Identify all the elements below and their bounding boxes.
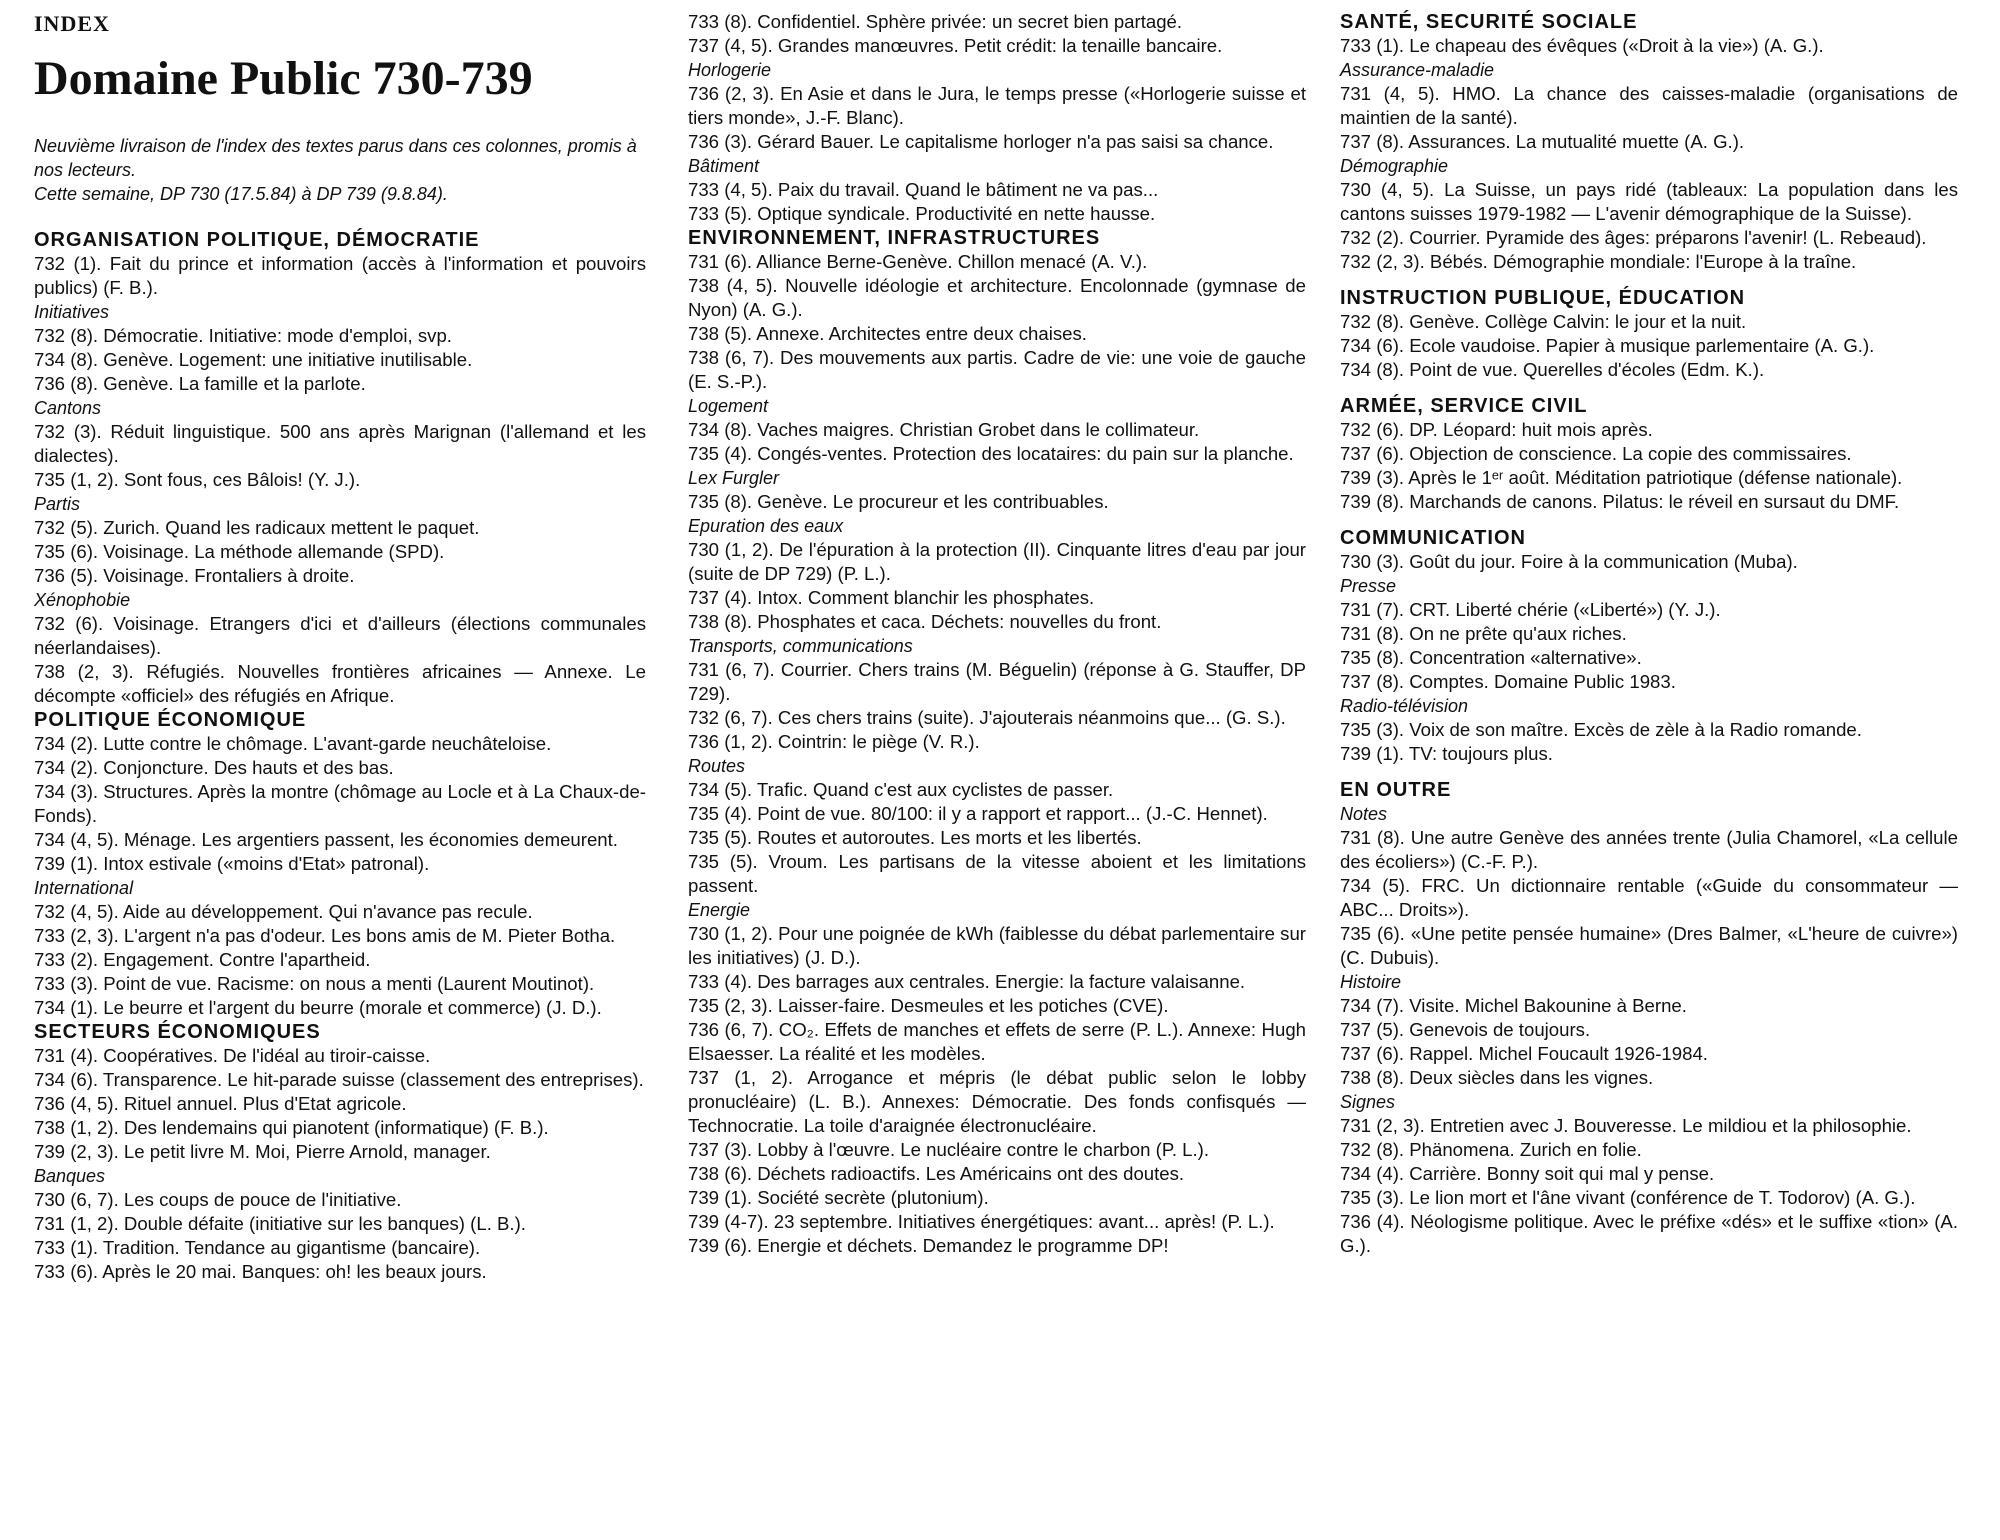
index-entry: 731 (7). CRT. Liberté chérie («Liberté») (Y. J.). <box>1340 599 1721 620</box>
index-entry: 733 (4). Des barrages aux centrales. Energie: la facture valaisanne. <box>688 971 1246 992</box>
index-entry: 730 (3). Goût du jour. Foire à la communication (Muba). <box>1340 551 1798 572</box>
section-heading: INSTRUCTION PUBLIQUE, ÉDUCATION <box>1340 287 1746 309</box>
index-entry: 733 (2, 3). L'argent n'a pas d'odeur. Les bons amis de M. Pieter Botha. <box>34 925 616 946</box>
subsection-heading: Banques <box>34 1166 106 1186</box>
index-entry: 735 (1, 2). Sont fous, ces Bâlois! (Y. J.). <box>34 469 361 490</box>
index-entry: 733 (1). Tradition. Tendance au gigantisme (bancaire). <box>34 1237 481 1258</box>
index-entry: 734 (5). Trafic. Quand c'est aux cyclistes de passer. <box>688 779 1114 800</box>
subsection-heading: Presse <box>1340 576 1397 596</box>
index-entry: 738 (2, 3). Réfugiés. Nouvelles frontières africaines — Annexe. Le décompte «officiel» des réfugiés en Afrique. <box>34 661 646 706</box>
index-entry: 737 (4, 5). Grandes manœuvres. Petit crédit: la tenaille bancaire. <box>688 35 1223 56</box>
index-entry: 734 (8). Genève. Logement: une initiative inutilisable. <box>34 349 473 370</box>
intro-line-1: Neuvième livraison de l'index des textes parus dans ces colonnes, promis à nos lecteurs. <box>34 136 637 180</box>
index-entry: 732 (5). Zurich. Quand les radicaux mettent le paquet. <box>34 517 480 538</box>
subsection-heading: Logement <box>688 396 769 416</box>
subsection-heading: Epuration des eaux <box>688 516 844 536</box>
page-title: Domaine Public 730-739 <box>34 52 533 105</box>
index-entry: 734 (5). FRC. Un dictionnaire rentable («Guide du consommateur — ABC... Droits»). <box>1340 875 1958 920</box>
section-heading: ARMÉE, SERVICE CIVIL <box>1340 395 1588 417</box>
index-entry: 731 (6, 7). Courrier. Chers trains (M. Béguelin) (réponse à G. Stauffer, DP 729). <box>688 659 1306 704</box>
index-entry: 733 (4, 5). Paix du travail. Quand le bâtiment ne va pas... <box>688 179 1159 200</box>
index-entry: 736 (4). Néologisme politique. Avec le préfixe «dés» et le suffixe «tion» (A. G.). <box>1340 1211 1958 1256</box>
index-entry: 735 (6). Voisinage. La méthode allemande (SPD). <box>34 541 445 562</box>
index-entry: 734 (8). Vaches maigres. Christian Grobet dans le collimateur. <box>688 419 1200 440</box>
section-heading: COMMUNICATION <box>1340 527 1526 549</box>
index-entry: 736 (4, 5). Rituel annuel. Plus d'Etat agricole. <box>34 1093 407 1114</box>
index-entry: 739 (2, 3). Le petit livre M. Moi, Pierre Arnold, manager. <box>34 1141 491 1162</box>
index-entry: 734 (7). Visite. Michel Bakounine à Berne. <box>1340 995 1687 1016</box>
index-entry: 739 (3). Après le 1ᵉʳ août. Méditation patriotique (défense nationale). <box>1340 467 1903 488</box>
index-entry: 732 (4, 5). Aide au développement. Qui n'avance pas recule. <box>34 901 533 922</box>
index-entry: 731 (2, 3). Entretien avec J. Bouveresse. Le mildiou et la philosophie. <box>1340 1115 1912 1136</box>
subsection-heading: Notes <box>1340 804 1388 824</box>
index-entry: 738 (5). Annexe. Architectes entre deux chaises. <box>688 323 1087 344</box>
index-entry: 735 (3). Le lion mort et l'âne vivant (conférence de T. Todorov) (A. G.). <box>1340 1187 1916 1208</box>
subsection-heading: International <box>34 878 134 898</box>
section-heading: ENVIRONNEMENT, INFRASTRUCTURES <box>688 227 1101 249</box>
section-label: INDEX <box>34 11 110 36</box>
column-1 <box>34 10 646 1284</box>
subsection-heading: Partis <box>34 494 81 514</box>
section-heading: ORGANISATION POLITIQUE, DÉMOCRATIE <box>34 229 480 251</box>
index-entry: 731 (8). Une autre Genève des années trente (Julia Chamorel, «La cellule des écoliers») (C.-F. P.). <box>1340 827 1958 872</box>
index-entry: 735 (8). Genève. Le procureur et les contribuables. <box>688 491 1109 512</box>
index-entry: 737 (8). Comptes. Domaine Public 1983. <box>1340 671 1676 692</box>
subsection-heading: Initiatives <box>34 302 110 322</box>
subsection-heading: Histoire <box>1340 972 1402 992</box>
column-2 <box>688 10 1306 1258</box>
index-entry: 732 (3). Réduit linguistique. 500 ans après Marignan (l'allemand et les dialectes). <box>34 421 646 466</box>
index-entry: 735 (6). «Une petite pensée humaine» (Dres Balmer, «L'heure de cuivre») (C. Dubuis). <box>1340 923 1958 968</box>
index-entry: 732 (6). DP. Léopard: huit mois après. <box>1340 419 1653 440</box>
index-entry: 731 (8). On ne prête qu'aux riches. <box>1340 623 1627 644</box>
index-entry: 737 (8). Assurances. La mutualité muette (A. G.). <box>1340 131 1745 152</box>
subsection-heading: Xénophobie <box>34 590 131 610</box>
index-entry: 734 (6). Transparence. Le hit-parade suisse (classement des entreprises). <box>34 1069 644 1090</box>
index-entry: 736 (1, 2). Cointrin: le piège (V. R.). <box>688 731 980 752</box>
index-entry: 731 (4, 5). HMO. La chance des caisses-maladie (organisations de maintien de la santé). <box>1340 83 1958 128</box>
index-entry: 732 (2, 3). Bébés. Démographie mondiale: l'Europe à la traîne. <box>1340 251 1857 272</box>
index-entry: 734 (6). Ecole vaudoise. Papier à musique parlementaire (A. G.). <box>1340 335 1875 356</box>
subsection-heading: Cantons <box>34 398 102 418</box>
index-entry: 735 (5). Vroum. Les partisans de la vitesse aboient et les limitations passent. <box>688 851 1306 896</box>
index-entry: 734 (1). Le beurre et l'argent du beurre (morale et commerce) (J. D.). <box>34 997 602 1018</box>
index-entry: 730 (4, 5). La Suisse, un pays ridé (tableaux: La population dans les cantons suisses 1979-1982 — L'avenir démographique de la Suisse). <box>1340 179 1958 224</box>
subsection-heading: Energie <box>688 900 751 920</box>
index-entry: 738 (1, 2). Des lendemains qui pianotent (informatique) (F. B.). <box>34 1117 549 1138</box>
index-entry: 739 (8). Marchands de canons. Pilatus: le réveil en sursaut du DMF. <box>1340 491 1900 512</box>
index-entry: 739 (1). Intox estivale («moins d'Etat» patronal). <box>34 853 430 874</box>
subsection-heading: Radio-télévision <box>1340 696 1469 716</box>
index-entry: 737 (5). Genevois de toujours. <box>1340 1019 1591 1040</box>
index-entry: 736 (2, 3). En Asie et dans le Jura, le temps presse («Horlogerie suisse et tiers monde», J.-F. Blanc). <box>688 83 1306 128</box>
index-entry: 731 (1, 2). Double défaite (initiative sur les banques) (L. B.). <box>34 1213 526 1234</box>
index-entry: 730 (1, 2). De l'épuration à la protection (II). Cinquante litres d'eau par jour (suite de DP 729) (P. L.). <box>688 539 1306 584</box>
subsection-heading: Horlogerie <box>688 60 772 80</box>
index-entry: 732 (8). Démocratie. Initiative: mode d'emploi, svp. <box>34 325 452 346</box>
index-entry: 735 (3). Voix de son maître. Excès de zèle à la Radio romande. <box>1340 719 1862 740</box>
column-3-entries <box>1340 10 1958 1258</box>
index-entry: 733 (5). Optique syndicale. Productivité en nette hausse. <box>688 203 1156 224</box>
intro-line-2: Cette semaine, DP 730 (17.5.84) à DP 739 (9.8.84). <box>34 184 448 204</box>
index-entry: 734 (4). Carrière. Bonny soit qui mal y pense. <box>1340 1163 1715 1184</box>
subsection-heading: Assurance-maladie <box>1340 60 1495 80</box>
index-entry: 737 (6). Rappel. Michel Foucault 1926-1984. <box>1340 1043 1708 1064</box>
index-entry: 736 (3). Gérard Bauer. Le capitalisme horloger n'a pas saisi sa chance. <box>688 131 1274 152</box>
index-entry: 732 (6, 7). Ces chers trains (suite). J'ajouterais néanmoins que... (G. S.). <box>688 707 1286 728</box>
index-entry: 738 (8). Deux siècles dans les vignes. <box>1340 1067 1654 1088</box>
subsection-heading: Démographie <box>1340 156 1449 176</box>
index-entry: 736 (5). Voisinage. Frontaliers à droite. <box>34 565 355 586</box>
column-2-entries <box>688 10 1306 1258</box>
index-entry: 739 (6). Energie et déchets. Demandez le programme DP! <box>688 1235 1169 1256</box>
index-entry: 733 (1). Le chapeau des évêques («Droit à la vie») (A. G.). <box>1340 35 1824 56</box>
index-entry: 733 (6). Après le 20 mai. Banques: oh! les beaux jours. <box>34 1261 487 1282</box>
intro-text <box>34 134 646 206</box>
subsection-heading: Bâtiment <box>688 156 760 176</box>
index-entry: 737 (1, 2). Arrogance et mépris (le débat public selon le lobby pronucléaire) (L. B.). Annexes: Démocratie. Des fonds confisqués — Technocratie. La toile d'araignée électronucléaire. <box>688 1067 1306 1136</box>
index-entry: 734 (8). Point de vue. Querelles d'écoles (Edm. K.). <box>1340 359 1765 380</box>
index-entry: 732 (8). Genève. Collège Calvin: le jour et la nuit. <box>1340 311 1747 332</box>
column-3 <box>1340 10 1958 1258</box>
section-heading: SECTEURS ÉCONOMIQUES <box>34 1021 321 1043</box>
index-entry: 736 (8). Genève. La famille et la parlote. <box>34 373 366 394</box>
index-entry: 738 (8). Phosphates et caca. Déchets: nouvelles du front. <box>688 611 1162 632</box>
index-entry: 737 (4). Intox. Comment blanchir les phosphates. <box>688 587 1095 608</box>
index-entry: 733 (2). Engagement. Contre l'apartheid. <box>34 949 371 970</box>
index-entry: 734 (3). Structures. Après la montre (chômage au Locle et à La Chaux-de-Fonds). <box>34 781 646 826</box>
index-entry: 737 (3). Lobby à l'œuvre. Le nucléaire contre le charbon (P. L.). <box>688 1139 1210 1160</box>
index-entry: 731 (6). Alliance Berne-Genève. Chillon menacé (A. V.). <box>688 251 1148 272</box>
index-entry: 737 (6). Objection de conscience. La copie des commissaires. <box>1340 443 1852 464</box>
index-entry: 733 (8). Confidentiel. Sphère privée: un secret bien partagé. <box>688 11 1183 32</box>
subsection-heading: Lex Furgler <box>688 468 780 488</box>
index-entry: 739 (4-7). 23 septembre. Initiatives énergétiques: avant... après! (P. L.). <box>688 1211 1275 1232</box>
index-entry: 732 (1). Fait du prince et information (accès à l'information et pouvoirs publics) (F. B.). <box>34 253 646 298</box>
index-entry: 732 (2). Courrier. Pyramide des âges: préparons l'avenir! (L. Rebeaud). <box>1340 227 1927 248</box>
section-heading: SANTÉ, SECURITÉ SOCIALE <box>1340 11 1638 33</box>
index-entry: 738 (6). Déchets radioactifs. Les Américains ont des doutes. <box>688 1163 1185 1184</box>
index-entry: 735 (4). Congés-ventes. Protection des locataires: du pain sur la planche. <box>688 443 1294 464</box>
section-heading: EN OUTRE <box>1340 779 1452 801</box>
subsection-heading: Transports, communications <box>688 636 913 656</box>
section-heading: POLITIQUE ÉCONOMIQUE <box>34 709 307 731</box>
index-entry: 735 (5). Routes et autoroutes. Les morts et les libertés. <box>688 827 1142 848</box>
subsection-heading: Signes <box>1340 1092 1396 1112</box>
index-entry: 735 (4). Point de vue. 80/100: il y a rapport et rapport... (J.-C. Hennet). <box>688 803 1268 824</box>
index-entry: 739 (1). TV: toujours plus. <box>1340 743 1553 764</box>
index-entry: 731 (4). Coopératives. De l'idéal au tiroir-caisse. <box>34 1045 431 1066</box>
index-entry: 738 (4, 5). Nouvelle idéologie et architecture. Encolonnade (gymnase de Nyon) (A. G.). <box>688 275 1306 320</box>
subsection-heading: Routes <box>688 756 746 776</box>
index-entry: 734 (4, 5). Ménage. Les argentiers passent, les économies demeurent. <box>34 829 618 850</box>
index-entry: 739 (1). Société secrète (plutonium). <box>688 1187 989 1208</box>
index-entry: 730 (6, 7). Les coups de pouce de l'initiative. <box>34 1189 402 1210</box>
column-1-entries <box>34 228 646 1284</box>
index-entry: 738 (6, 7). Des mouvements aux partis. Cadre de vie: une voie de gauche (E. S.-P.). <box>688 347 1306 392</box>
index-entry: 735 (8). Concentration «alternative». <box>1340 647 1642 668</box>
index-entry: 732 (8). Phänomena. Zurich en folie. <box>1340 1139 1642 1160</box>
index-entry: 733 (3). Point de vue. Racisme: on nous a menti (Laurent Moutinot). <box>34 973 595 994</box>
index-entry: 736 (6, 7). CO₂. Effets de manches et effets de serre (P. L.). Annexe: Hugh Elsaesser. La réalité et les modèles. <box>688 1019 1306 1064</box>
index-entry: 734 (2). Conjoncture. Des hauts et des bas. <box>34 757 394 778</box>
index-entry: 730 (1, 2). Pour une poignée de kWh (faiblesse du débat parlementaire sur les initiatives) (J. D.). <box>688 923 1306 968</box>
index-entry: 735 (2, 3). Laisser-faire. Desmeules et les potiches (CVE). <box>688 995 1169 1016</box>
index-entry: 734 (2). Lutte contre le chômage. L'avant-garde neuchâteloise. <box>34 733 552 754</box>
index-entry: 732 (6). Voisinage. Etrangers d'ici et d'ailleurs (élections communales néerlandaises). <box>34 613 646 658</box>
